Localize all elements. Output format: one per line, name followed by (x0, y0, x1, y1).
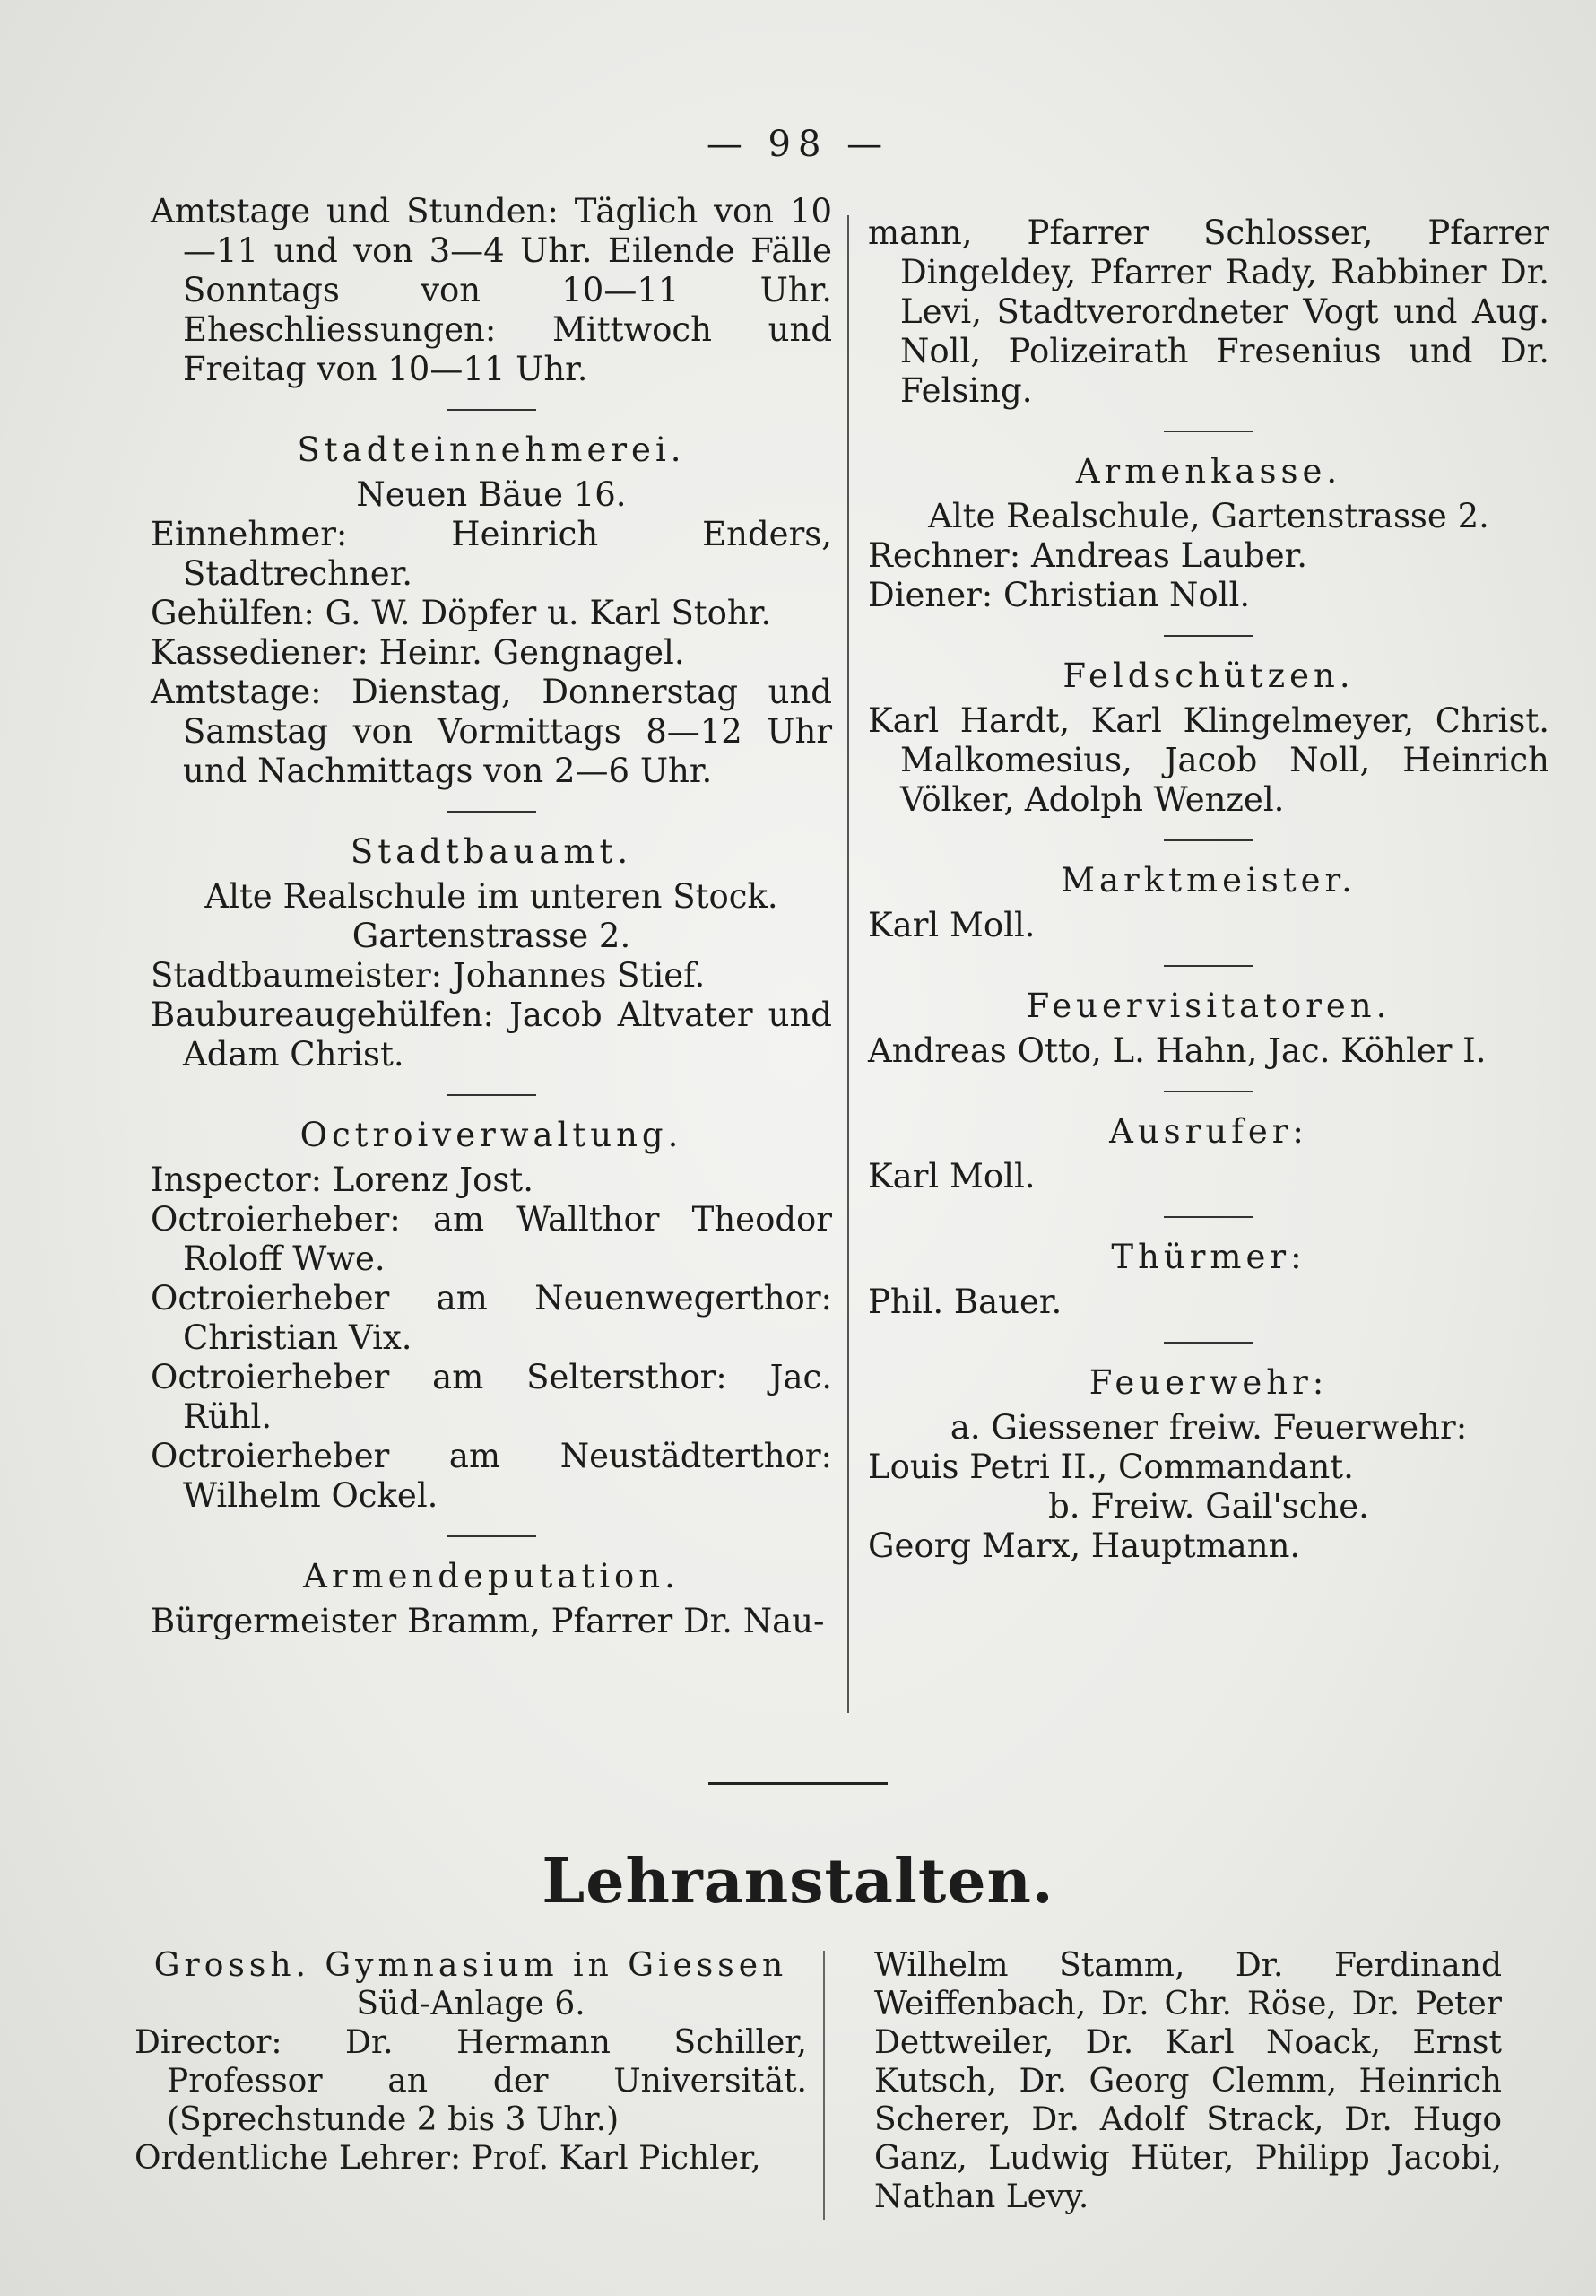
section-divider (447, 1535, 536, 1537)
armendeputation-continuation: mann, Pfarrer Schlosser, Pfarrer Dingeldey, Pfarrer Rady, Rabbiner Dr. Levi, Stadtverordneter Vogt und Aug. Noll, Polizeirath Fresenius und Dr. Felsing. (868, 213, 1549, 410)
feldschuetzen-line: Karl Hardt, Karl Klingelmeyer, Christ. Malkomesius, Jacob Noll, Heinrich Völker, Adolph Wenzel. (868, 701, 1549, 819)
teacher-list: Wilhelm Stamm, Dr. Ferdinand Weiffenbach, Dr. Chr. Röse, Dr. Peter Dettweiler, Dr. Karl Noack, Ernst Kutsch, Dr. Georg Clemm, Heinrich Scherer, Dr. Adolf Strack, Dr. Hugo Ganz, Ludwig Hüter, Philipp Jacobi, Nathan Levy. (874, 1947, 1502, 2215)
gymnasium-heading: Grossh. Gymnasium in Giessen (153, 1947, 788, 1984)
gymnasium-line: Ordentliche Lehrer: Prof. Karl Pichler, (134, 2140, 761, 2177)
feuervisitatoren-line: Andreas Otto, L. Hahn, Jac. Köhler I. (868, 1031, 1487, 1070)
marktmeister-line: Karl Moll. (868, 906, 1036, 944)
stadteinnehmerei-line: Gehülfen: G. W. Döpfer u. Karl Stohr. (151, 594, 772, 632)
feuerwehr-subheading-a: a. Giessener freiw. Feuerwehr: (950, 1408, 1468, 1447)
section-divider (447, 811, 536, 813)
section-divider (1164, 965, 1253, 967)
stadtbauamt-address: Alte Realschule im unteren Stock. (204, 877, 778, 916)
octroiverwaltung-line: Octroierheber am Seltersthor: Jac. Rühl. (151, 1358, 832, 1436)
octroiverwaltung-heading: Octroiverwaltung. (299, 1116, 683, 1154)
stadteinnehmerei-heading: Stadteinnehmerei. (297, 430, 686, 469)
armendeputation-line: Bürgermeister Bramm, Pfarrer Dr. Nau- (151, 1602, 825, 1640)
stadteinnehmerei-line: Einnehmer: Heinrich Enders, Stadtrechner. (151, 515, 832, 593)
left-column (151, 192, 832, 1641)
gymnasium-line: Director: Dr. Hermann Schiller, Professor an der Universität. (Sprechstunde 2 bis 3 Uhr.) (134, 2024, 807, 2138)
octroiverwaltung-line: Octroierheber: am Wallthor Theodor Roloff Wwe. (151, 1200, 832, 1278)
gymnasium-left-column (134, 1946, 807, 2178)
page-number: — 98 — (706, 124, 890, 165)
stadteinnehmerei-address: Neuen Bäue 16. (356, 475, 627, 514)
octroiverwaltung-line: Inspector: Lorenz Jost. (151, 1161, 534, 1199)
feuerwehr-line-a: Louis Petri II., Commandant. (868, 1448, 1354, 1486)
section-divider (1164, 430, 1253, 432)
right-column (868, 213, 1549, 1566)
armenkasse-heading: Armenkasse. (1075, 452, 1342, 491)
lehranstalten-title: Lehranstalten. (542, 1846, 1054, 1918)
stadtbauamt-heading: Stadtbauamt. (350, 832, 633, 871)
section-divider (1164, 1216, 1253, 1218)
thuermer-line: Phil. Bauer. (868, 1283, 1063, 1321)
octroiverwaltung-line: Octroierheber am Neustädterthor: Wilhelm Ockel. (151, 1437, 832, 1515)
feuerwehr-line-b: Georg Marx, Hauptmann. (868, 1526, 1301, 1565)
armenkasse-line: Rechner: Andreas Lauber. (868, 536, 1307, 575)
thuermer-heading: Thürmer: (1111, 1238, 1306, 1276)
section-divider (447, 409, 536, 411)
section-divider (1164, 635, 1253, 637)
gymnasium-right-column (874, 1946, 1502, 2216)
column-divider (823, 1951, 825, 2220)
section-divider (1164, 839, 1253, 841)
feldschuetzen-heading: Feldschützen. (1063, 657, 1355, 695)
armenkasse-address: Alte Realschule, Gartenstrasse 2. (928, 497, 1489, 535)
octroiverwaltung-line: Octroierheber am Neuenwegerthor: Christian Vix. (151, 1279, 832, 1357)
chapter-divider (708, 1782, 888, 1785)
feuervisitatoren-heading: Feuervisitatoren. (1026, 987, 1392, 1025)
stadtbauamt-line: Stadtbaumeister: Johannes Stief. (151, 956, 706, 995)
stadteinnehmerei-line: Kassediener: Heinr. Gengnagel. (151, 633, 685, 672)
feuerwehr-subheading-b: b. Freiw. Gail'sche. (1048, 1487, 1369, 1526)
stadtbauamt-line: Baubureaugehülfen: Jacob Altvater und Adam Christ. (151, 996, 832, 1074)
armenkasse-line: Diener: Christian Noll. (868, 576, 1251, 614)
marktmeister-heading: Marktmeister. (1061, 861, 1357, 900)
gymnasium-address: Süd-Anlage 6. (356, 1986, 585, 2022)
armendeputation-heading: Armendeputation. (303, 1557, 680, 1596)
section-divider (1164, 1091, 1253, 1092)
ausrufer-heading: Ausrufer: (1109, 1112, 1308, 1151)
office-hours-text: Amtstage und Stunden: Täglich von 10—11 und von 3—4 Uhr. Eilende Fälle Sonntags von 10—11 Uhr. Eheschliessungen: Mittwoch und Freitag von 10—11 Uhr. (151, 192, 832, 388)
column-divider (847, 215, 849, 1713)
section-divider (447, 1094, 536, 1096)
section-divider (1164, 1342, 1253, 1344)
stadteinnehmerei-line: Amtstage: Dienstag, Donnerstag und Samstag von Vormittags 8—12 Uhr und Nachmittags von 2—6 Uhr. (151, 673, 832, 790)
stadtbauamt-street: Gartenstrasse 2. (351, 917, 631, 955)
ausrufer-line: Karl Moll. (868, 1157, 1036, 1196)
feuerwehr-heading: Feuerwehr: (1089, 1363, 1329, 1402)
